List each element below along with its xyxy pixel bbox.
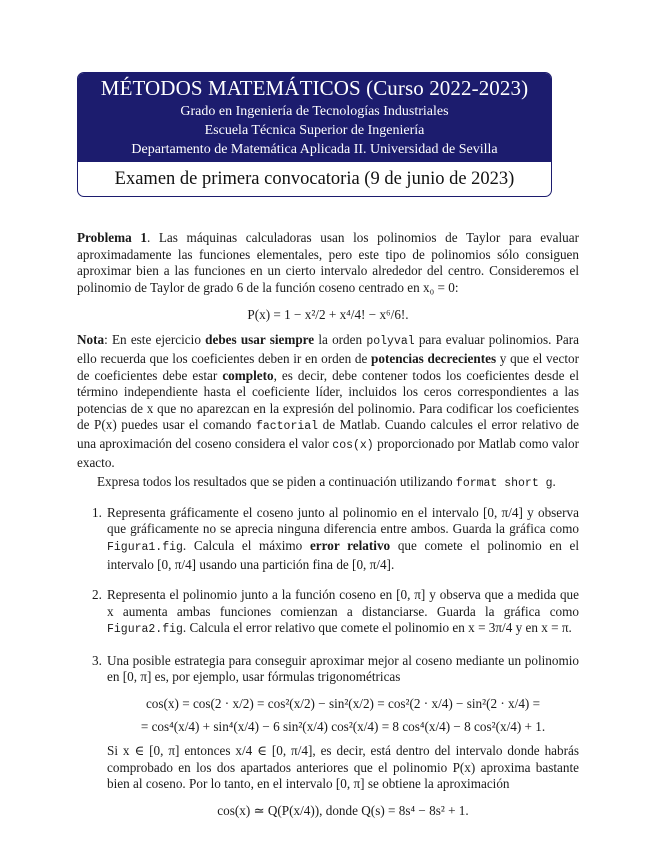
task-number: 1. bbox=[92, 504, 102, 520]
exam-content bbox=[77, 230, 579, 834]
code-figura2: Figura2.fig bbox=[107, 623, 183, 637]
note-emphasis: debes usar siempre bbox=[205, 332, 315, 348]
format-text: Expresa todos los resultados que se piden a continuación utilizando bbox=[97, 474, 456, 490]
problem-label: Problema 1 bbox=[77, 230, 147, 245]
task-text: que comete el polinomio en el intervalo [0, π/4] usando una partición fina de [0, π/4]. bbox=[107, 537, 580, 572]
code-format: format short g bbox=[455, 477, 553, 491]
note-text: : En este ejercicio bbox=[104, 332, 206, 348]
note-emphasis: completo bbox=[222, 367, 274, 383]
header-banner bbox=[78, 73, 551, 162]
task-item-1 bbox=[77, 505, 579, 573]
note-text: proporcionado por Matlab como valor exacto. bbox=[77, 435, 580, 470]
note-emphasis: potencias decrecientes bbox=[371, 350, 497, 366]
task-emphasis: error relativo bbox=[309, 537, 391, 553]
note-text: de Matlab. Cuando calcules el error relativo de una aproximación del coseno considera el valor bbox=[77, 417, 579, 451]
problem-intro: . Las máquinas calculadoras usan los polinomios de Taylor para evaluar aproximadamente las funciones elementales, pero este tipo de polinomios sólo consiguen aproximar bien a las funciones en un cierto intervalo alrededor del centro. Consideremos el polinomio de Taylor de grado 6 de la función coseno centrado en x₀ = 0: bbox=[77, 230, 579, 295]
task-number: 2. bbox=[92, 587, 102, 603]
task-text: Representa gráficamente el coseno junto al polinomio en el intervalo [0, π/4] y observa que gráficamente no se aprecia ninguna diferencia entre ambos. Guarda la gráfica como bbox=[107, 504, 579, 537]
note-paragraph bbox=[77, 332, 579, 471]
approximation-formula: cos(x) ≃ Q(P(x/4)), donde Q(s) = 8s⁴ − 8s² + 1. bbox=[217, 803, 469, 819]
task-text: Representa el polinomio junto a la función coseno en [0, π] y observa que a medida que x aumenta ambas funciones comienzan a distanciarse. Guarda la gráfica como bbox=[107, 587, 579, 619]
note-text: y que el vector de coeficientes debe estar bbox=[77, 350, 579, 383]
school-name: Escuela Técnica Superior de Ingeniería bbox=[204, 123, 425, 138]
task-text: Una posible estrategia para conseguir aproximar mejor al coseno mediante un polinomio en [0, π] es, por ejemplo, usar fórmulas trigonométricas bbox=[107, 652, 579, 685]
note-text: , es decir, debe contener todos los coeficientes desde el término independiente hasta el coeficiente líder, incluidos los ceros correspondientes a las potencias de x que no aparezcan en la expresión del polinomio. Para codificar los coeficientes de P(x) puedes usar el comando bbox=[77, 367, 579, 433]
code-factorial: factorial bbox=[255, 420, 319, 434]
note-label: Nota bbox=[77, 332, 105, 348]
note-text: la orden bbox=[314, 332, 367, 348]
exam-header bbox=[77, 72, 552, 197]
task-text: Si x ∈ [0, π] entonces x/4 ∈ [0, π/4], es decir, está dentro del intervalo donde habrás comprobado en los dos apartados anteriores que el polinomio P(x) aproxima bastante bien al coseno. Por lo tanto, en el intervalo [0, π] se obtiene la aproximación bbox=[107, 743, 579, 792]
format-text: . bbox=[552, 474, 556, 490]
format-instruction bbox=[77, 474, 579, 493]
task-text: . Calcula el máximo bbox=[182, 537, 310, 553]
task-item-2 bbox=[77, 587, 579, 639]
code-cos: cos(x) bbox=[332, 438, 374, 452]
department-name: Departamento de Matemática Aplicada II. Universidad de Sevilla bbox=[131, 142, 498, 157]
code-figura1: Figura1.fig bbox=[107, 540, 183, 554]
task-text: . Calcula el error relativo que comete el polinomio en x = 3π/4 y en x = π. bbox=[182, 620, 572, 636]
task-item-3 bbox=[77, 653, 579, 820]
code-polyval: polyval bbox=[366, 335, 415, 349]
task-number: 3. bbox=[92, 652, 102, 668]
exam-title: Examen de primera convocatoria (9 de junio de 2023) bbox=[114, 169, 515, 189]
taylor-formula-text: P(x) = 1 − x²/2 + x⁴/4! − x⁶/6!. bbox=[247, 307, 409, 323]
trig-equation-2: = cos⁴(x/4) + sin⁴(x/4) − 6 sin²(x/4) cos²(x/4) = 8 cos⁴(x/4) − 8 cos²(x/4) + 1. bbox=[140, 718, 546, 734]
degree-name: Grado en Ingeniería de Tecnologías Industriales bbox=[180, 104, 449, 119]
task-list bbox=[77, 505, 579, 820]
trig-equation-1: cos(x) = cos(2 · x/2) = cos²(x/2) − sin²(x/2) = cos²(2 · x/4) − sin²(2 · x/4) = bbox=[145, 696, 541, 712]
problem-statement bbox=[77, 230, 579, 296]
course-title: MÉTODOS MATEMÁTICOS (Curso 2022-2023) bbox=[100, 76, 529, 100]
taylor-formula bbox=[77, 304, 579, 326]
note-text: para evaluar polinomios. Para ello recuerda que los coeficientes deben ir en orden de bbox=[77, 332, 580, 366]
